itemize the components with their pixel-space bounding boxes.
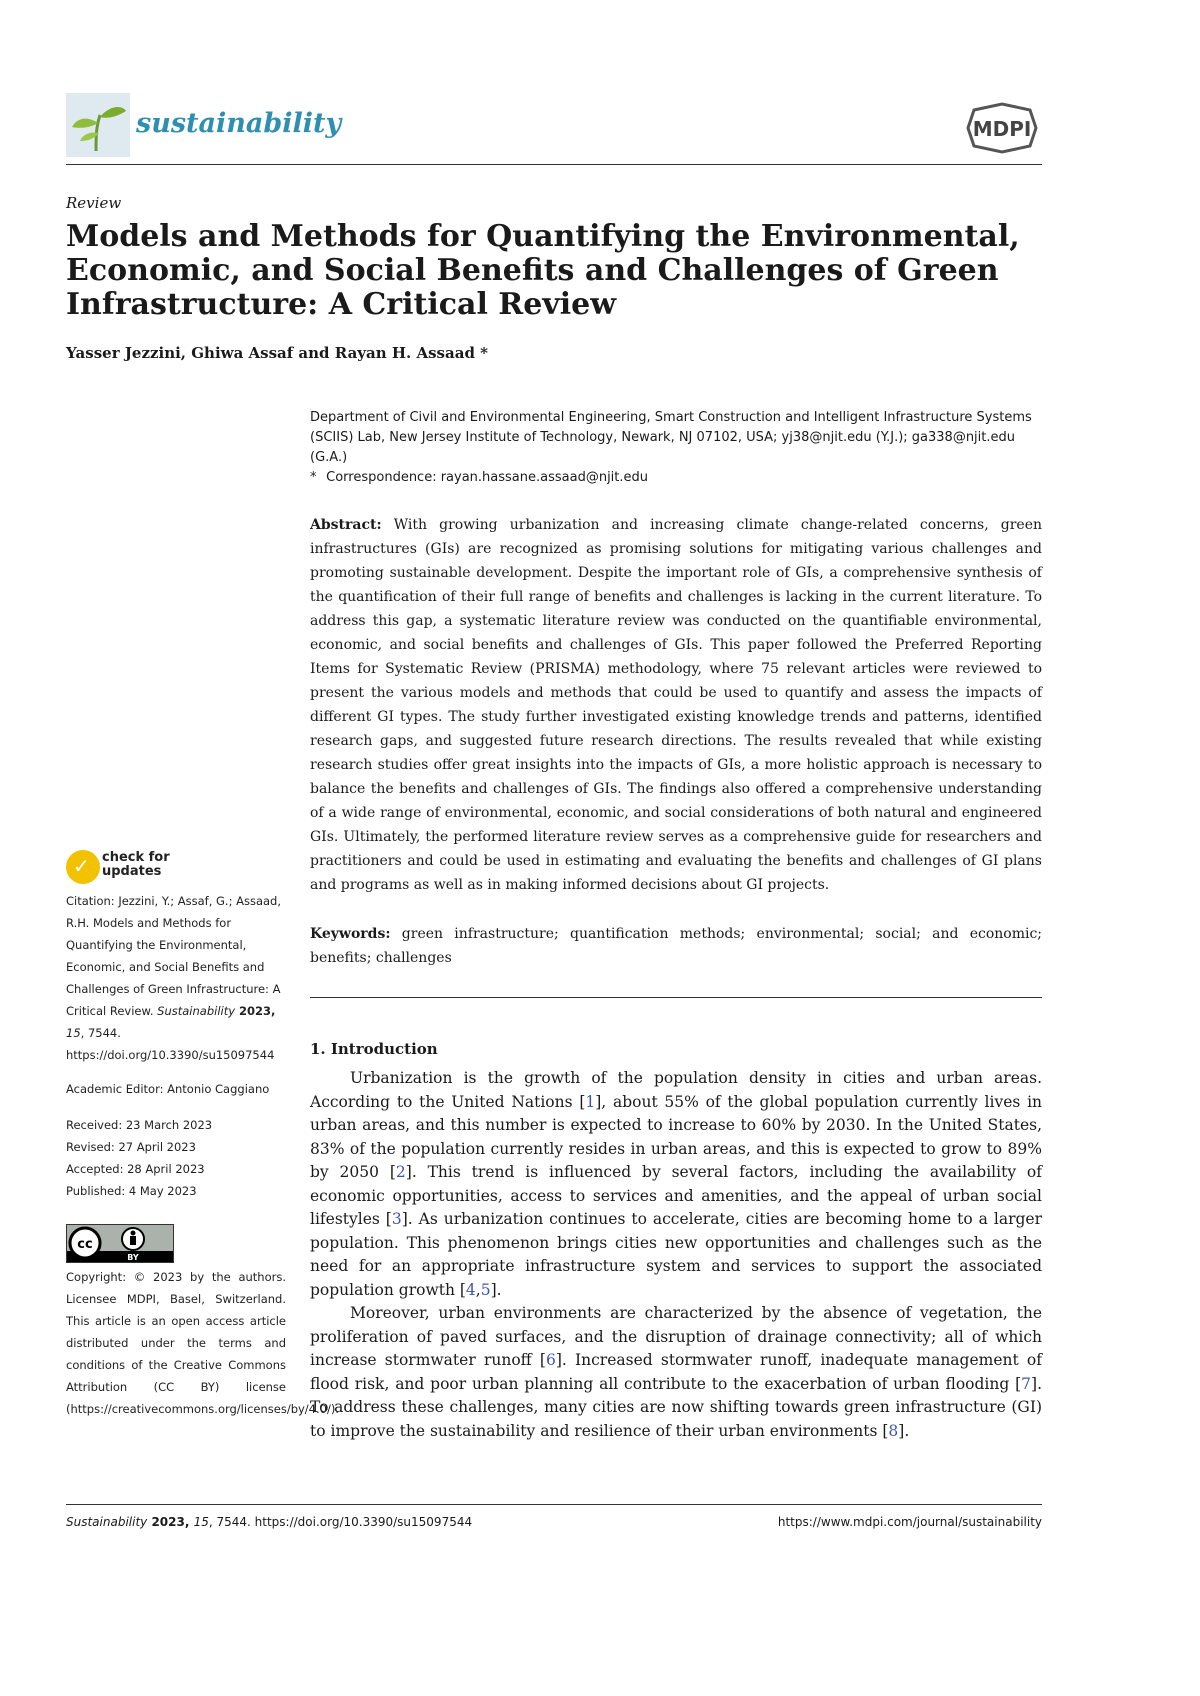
correspondence-line <box>310 468 1042 488</box>
intro-paragraph: Urbanization is the growth of the population density in cities and urban areas. According to the United Nations [1], about 55% of the global population currently lives in urban areas, and this number is expected to increase to 60% by 2030. In the United States, 83% of the population currently resides in urban areas, and this is expected to grow to 89% by 2050 [2]. This trend is influenced by several factors, including the availability of economic opportunities, access to services and amenities, and the appeal of urban social lifestyles [3]. As urbanization continues to accelerate, cities are becoming home to a larger population. This phenomenon brings cities new opportunities and challenges such as the need for an appropriate infrastructure system and services to support the associated population growth [4,5]. <box>310 1069 1043 1299</box>
section-heading-introduction: 1. Introduction <box>310 1040 438 1058</box>
svg-text:MDPI: MDPI <box>972 117 1032 141</box>
reference-link[interactable]: 1 <box>585 1092 596 1111</box>
reference-link[interactable]: 8 <box>888 1421 899 1440</box>
affiliation-text: Department of Civil and Environmental Engineering, Smart Construction and Intelligent Infrastructure Systems (SCIIS) Lab, New Jersey Institute of Technology, Newark, NJ 07102, USA; yj38@njit.edu (Y.J.); ga338@njit.edu (G.A.) <box>310 410 1032 465</box>
footer-citation: Sustainability 2023, 15, 7544. https://doi.org/10.3390/su15097544 <box>66 1515 473 1529</box>
mdpi-icon <box>962 102 1042 154</box>
affiliation-block <box>310 408 1042 488</box>
keywords-text: green infrastructure; quantification methods; environmental; social; and economic; benefits; challenges <box>310 926 1043 966</box>
article-type: Review <box>66 194 122 212</box>
svg-text:BY: BY <box>127 1253 139 1262</box>
citation-block: Citation: Jezzini, Y.; Assaf, G.; Assaad, R.H. Models and Methods for Quantifying the Environmental, Economic, and Social Benefits and Challenges of Green Infrastructure: A Critical Review. Sustainability 2023, 15, 7544. https://doi.org/10.3390/su15097544 <box>66 894 282 1062</box>
footer-divider <box>66 1504 1042 1505</box>
mdpi-logo[interactable] <box>962 102 1042 154</box>
author-list: Yasser Jezzini, Ghiwa Assaf and Rayan H. Assaad * <box>66 344 488 362</box>
keywords-divider <box>310 997 1042 998</box>
date-published: Published: 4 May 2023 <box>66 1184 197 1198</box>
reference-link[interactable]: 7 <box>1021 1374 1032 1393</box>
reference-link[interactable]: 3 <box>391 1210 402 1228</box>
correspondence-email[interactable]: Correspondence: rayan.hassane.assaad@njit.edu <box>326 470 649 485</box>
cc-by-license-badge[interactable] <box>66 1224 174 1263</box>
page-title: Models and Methods for Quantifying the Environmental, Economic, and Social Benefits and Challenges of Green Infrastructure: A Critical Review <box>66 219 1020 322</box>
check-for-updates-button[interactable] <box>66 850 186 886</box>
citation-doi[interactable]: , 7544. https://doi.org/10.3390/su15097544 <box>66 1026 275 1062</box>
cc-by-icon <box>67 1225 173 1262</box>
copyright-notice: Copyright: © 2023 by the authors. Licensee MDPI, Basel, Switzerland. This article is an open access article distributed under the terms and conditions of the Creative Commons Attribution (CC BY) license (https://creativecommons.org/licenses/by/4.0/). <box>66 1270 339 1416</box>
publication-dates <box>66 1114 286 1202</box>
footer-journal-url[interactable]: https://www.mdpi.com/journal/sustainability <box>777 1515 1042 1529</box>
leaf-icon <box>66 93 130 157</box>
abstract <box>310 513 1042 897</box>
abstract-label: Abstract: <box>310 517 382 533</box>
reference-link[interactable]: 5 <box>480 1280 491 1299</box>
academic-editor: Academic Editor: Antonio Caggiano <box>66 1082 270 1096</box>
svg-text:cc: cc <box>77 1237 93 1252</box>
date-revised: Revised: 27 April 2023 <box>66 1140 196 1154</box>
check-circle-icon: ✓ <box>66 850 100 884</box>
introduction-body <box>310 1067 1042 1443</box>
check-updates-label: check for updates <box>102 850 170 879</box>
keywords-label: Keywords: <box>310 926 391 942</box>
reference-link[interactable]: 4 <box>465 1280 476 1299</box>
reference-link[interactable]: 2 <box>395 1163 406 1181</box>
abstract-text: With growing urbanization and increasing climate change-related concerns, green infrastructures (GIs) are recognized as promising solutions for mitigating various challenges and promoting sustainable development. Despite the important role of GIs, a comprehensive synthesis of the quantification of their full range of benefits and challenges is lacking in the current literature. To address this gap, a systematic literature review was conducted on the quantifiable environmental, economic, and social benefits and challenges of GIs. This paper followed the Preferred Reporting Items for Systematic Review (PRISMA) methodology, where 75 relevant articles were reviewed to present the various models and methods that could be used to quantify and assess the impacts of different GI types. The study further investigated existing knowledge trends and patterns, identified research gaps, and suggested future research directions. The results revealed that while existing research studies offer great insights into the impacts of GIs, a more holistic approach is necessary to balance the benefits and challenges of GIs. The findings also offered a comprehensive understanding of a wide range of environmental, economic, and social considerations of both natural and engineered GIs. Ultimately, the performed literature review serves as a comprehensive guide for researchers and practitioners and could be used in estimating and evaluating the benefits and challenges of GI plans and programs as well as in making informed decisions about GI projects. <box>310 517 1043 893</box>
reference-link[interactable]: 6 <box>545 1351 556 1369</box>
keywords <box>310 922 1042 970</box>
journal-logo <box>66 93 130 157</box>
header-divider <box>66 164 1042 165</box>
footer-doi[interactable]: , 7544. https://doi.org/10.3390/su15097544 <box>208 1515 473 1529</box>
intro-paragraph: Moreover, urban environments are characterized by the absence of vegetation, the proliferation of paved surfaces, and the disruption of drainage connectivity; all of which increase stormwater runoff [6]. Increased stormwater runoff, inadequate management of flood risk, and poor urban planning all contribute to the exacerbation of urban flooding [7]. To address these challenges, many cities are now shifting towards green infrastructure (GI) to improve the sustainability and resilience of their urban environments [8]. <box>310 1304 1043 1440</box>
date-received: Received: 23 March 2023 <box>66 1118 213 1132</box>
journal-name[interactable]: sustainability <box>136 108 342 139</box>
date-accepted: Accepted: 28 April 2023 <box>66 1162 205 1176</box>
correspondence-marker: * <box>310 470 317 485</box>
